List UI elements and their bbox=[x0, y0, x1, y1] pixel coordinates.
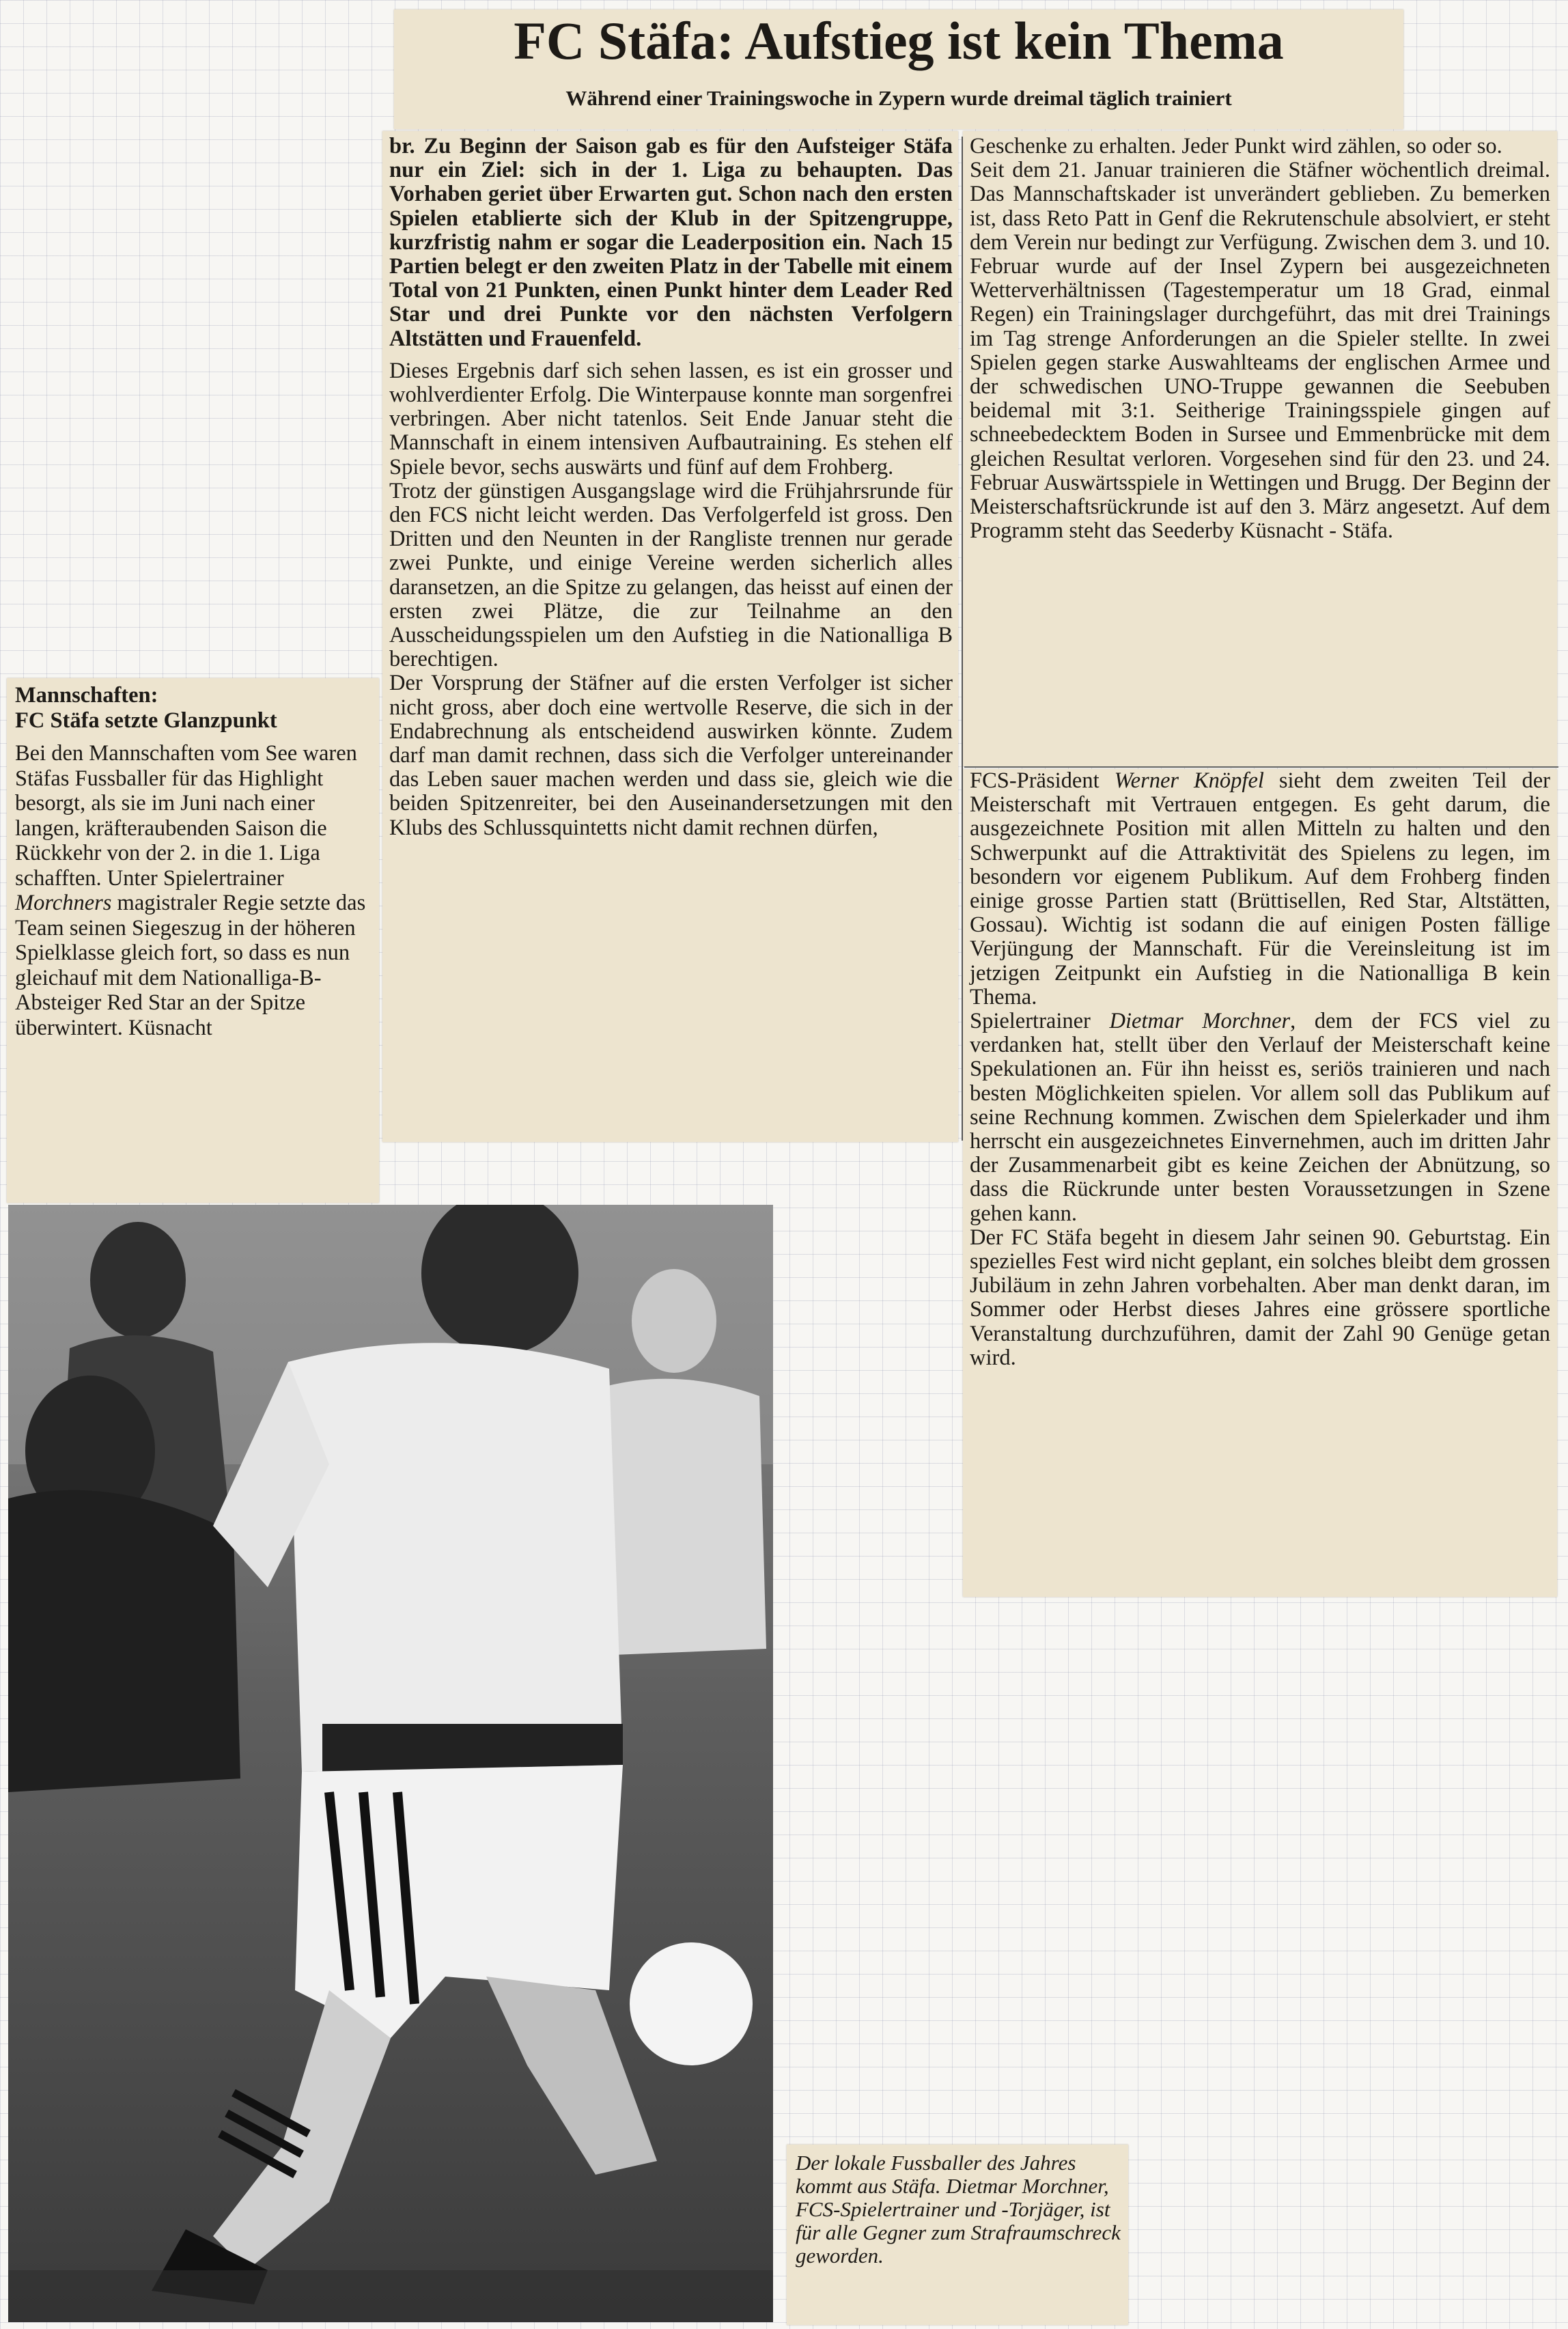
person-name: Dietmar Morchner bbox=[1109, 1009, 1291, 1034]
article-paragraph: Der FC Stäfa begeht in diesem Jahr seinen 90. Geburtstag. Ein spezielles Fest wird nicht geplant, ein solches bleibt dem grossen Jubiläum in zehn Jahren vorbehalten. Aber man denkt daran, im Sommer oder Herbst dieses Jahres eine grössere sportliche Veranstaltung durchzuführen, damit der Zahl 90 Genüge getan wird. bbox=[970, 1225, 1550, 1370]
article-headline: FC Stäfa: Aufstieg ist kein Thema bbox=[514, 11, 1284, 70]
article-column-3 bbox=[970, 769, 1550, 1370]
paragraph-text: Spielertrainer bbox=[970, 1009, 1110, 1034]
article-paragraph: Trotz der günstigen Ausgangslage wird die Frühjahrsrunde für den FCS nicht leicht werden. Das Verfolgerfeld ist gross. Den Dritten und den Neunten in der Rangliste trennen nur gerade zwei Punkte, und einige Vereine werden sicherlich alles daransetzen, an die Spitze zu gelangen, das heisst auf einen der ersten zwei Plätze, die zur Teilnahme an den Ausscheidungsspielen um den Aufstieg in die Nationalliga B berechtigen. bbox=[389, 478, 953, 672]
football-photo bbox=[8, 1205, 773, 2322]
person-name: Morchners bbox=[15, 891, 112, 915]
column-section-divider bbox=[964, 766, 1558, 768]
paragraph-text: sieht dem zweiten Teil der Meisterschaft mit Vertrauen entgegen. Es geht darum, die ausgezeichnete Position mit allen Mitteln zu halten und den Schwerpunkt auf die Attraktivität des Spielens zu legen, im besondern vor eigenem Publikum. Auf dem Frohberg finden einige grosse Partien statt (Brüttisellen, Red Star, Altstätten, Gossau). Wichtig ist sodann die auf einigen Posten fällige Verjüngung der Mannschaft. Für die Vereinsleitung ist im jetzigen Zeitpunkt ein Aufstieg in die Nationalliga B kein Thema. bbox=[970, 768, 1550, 1009]
sidebox bbox=[15, 683, 370, 1040]
paragraph-text: FCS-Präsident bbox=[970, 768, 1115, 793]
article-paragraph bbox=[970, 1009, 1550, 1226]
article-paragraph bbox=[970, 769, 1550, 1009]
sidebox-heading: FC Stäfa setzte Glanzpunkt bbox=[15, 708, 277, 733]
article-paragraph: Seit dem 21. Januar trainieren die Stäfner wöchentlich dreimal. Das Mannschaftskader ist unverändert geblieben. Zu bemerken ist, dass Reto Patt in Genf die Rekrutenschule absolviert, er steht dem Verein nur bedingt zur Verfügung. Zwischen dem 3. und 10. Februar wurde auf der Insel Zypern bei ausgezeichneten Wetterverhältnissen (Tagestemperatur um 18 Grad, einmal Regen) ein Trainingslager durchgeführt, das mit drei Trainings im Tag strenge Anforderungen an die Spieler stellte. In zwei Spielen gegen starke Auswahlteams der englischen Armee und der schwedischen UNO-Truppe gewannen die Seebuben beidemal mit 3:1. Seitherige Trainingsspiele gingen auf schneebedecktem Boden in Sursee und Emmenbrücke mit dem gleichen Resultat verloren. Vorgesehen sind für den 23. und 24. Februar Auswärtsspiele in Wettingen und Brugg. Der Beginn der Meisterschaftsrückrunde ist auf den 3. März angesetzt. Auf dem Programm steht das Seederby Küsnacht - Stäfa. bbox=[970, 158, 1550, 544]
sidebox-text bbox=[15, 741, 370, 1040]
paragraph-text: Bei den Mannschaften vom See waren Stäfas Fussballer für das Highlight besorgt, als sie im Juni nach einer langen, kräfteraubenden Saison die Rückkehr von der 2. in die 1. Liga schafften. Unter Spielertrainer bbox=[15, 741, 357, 891]
photo-caption: Der lokale Fussballer des Jahres kommt aus Stäfa. Dietmar Morchner, FCS-Spielertrainer und -Torjäger, ist für alle Gegner zum Strafraumschreck geworden. bbox=[796, 2151, 1121, 2268]
football-photo-image bbox=[8, 1205, 773, 2322]
paragraph-text: magistraler Regie setzte das Team seinen Siegeszug in der höheren Spielklasse gleich fort, so dass es nun gleichauf mit dem Nationalliga-B-Absteiger Red Star an der Spitze überwintert. Küsnacht bbox=[15, 891, 366, 1040]
article-paragraph: Geschenke zu erhalten. Jeder Punkt wird zählen, so oder so. bbox=[970, 134, 1502, 158]
paragraph-text: , dem der FCS viel zu verdanken hat, stellt über den Verlauf der Meisterschaft keine Spekulationen an. Für ihn heisst es, seriös trainieren und nach besten Möglichkeiten spielen. Vor allem soll das Publikum auf seine Rechnung kommen. Zwischen dem Spielerkader und ihm herrscht ein ausgezeichnetes Einvernehmen, auch im dritten Jahr der Zusammenarbeit gibt es keine Zeichen der Abnützung, so dass die Rückrunde unter besten Voraussetzungen in Szene gehen kann. bbox=[970, 1009, 1550, 1226]
article-column-1 bbox=[389, 135, 953, 840]
article-subheadline: Während einer Trainingswoche in Zypern wurde dreimal täglich trainiert bbox=[565, 86, 1232, 110]
article-paragraph: Dieses Ergebnis darf sich sehen lassen, es ist ein grosser und wohlverdienter Erfolg. Die Winterpause konnte man sorgenfrei verbringen. Aber nicht tatenlos. Seit Ende Januar steht die Mannschaft in einem intensiven Aufbautraining. Es stehen elf Spiele bevor, sechs auswärts und fünf auf dem Frohberg. bbox=[389, 358, 953, 479]
article-column-2 bbox=[970, 135, 1550, 543]
person-name: Werner Knöpfel bbox=[1114, 768, 1264, 793]
article-paragraph: Der Vorsprung der Stäfner auf die ersten Verfolger ist sicher nicht gross, aber doch eine wertvolle Reserve, die sich in der Endabrechnung als entscheidend auswirken könnte. Zudem darf man damit rechnen, dass sich die Verfolger untereinander das Leben sauer machen werden und dass sie, gleich wie die beiden Spitzenreiter, bei den Auseinandersetzungen mit den Klubs des Schlussquintetts nicht damit rechnen dürfen, bbox=[389, 671, 953, 840]
article-lead: br. Zu Beginn der Saison gab es für den Aufsteiger Stäfa nur ein Ziel: sich in der 1. Liga zu behaupten. Das Vorhaben geriet über Erwarten gut. Schon nach den ersten Spielen etablierte sich der Klub in der Spitzengruppe, kurzfristig nahm er sogar die Leaderposition ein. Nach 15 Partien belegt er den zweiten Platz in der Tabelle mit einem Total von 21 Punkten, einen Punkt hinter dem Leader Red Star und drei Punkte vor den nächsten Verfolgern Altstätten und Frauenfeld. bbox=[389, 134, 953, 351]
column-divider bbox=[962, 137, 963, 1141]
sidebox-heading: Mannschaften: bbox=[15, 683, 158, 708]
